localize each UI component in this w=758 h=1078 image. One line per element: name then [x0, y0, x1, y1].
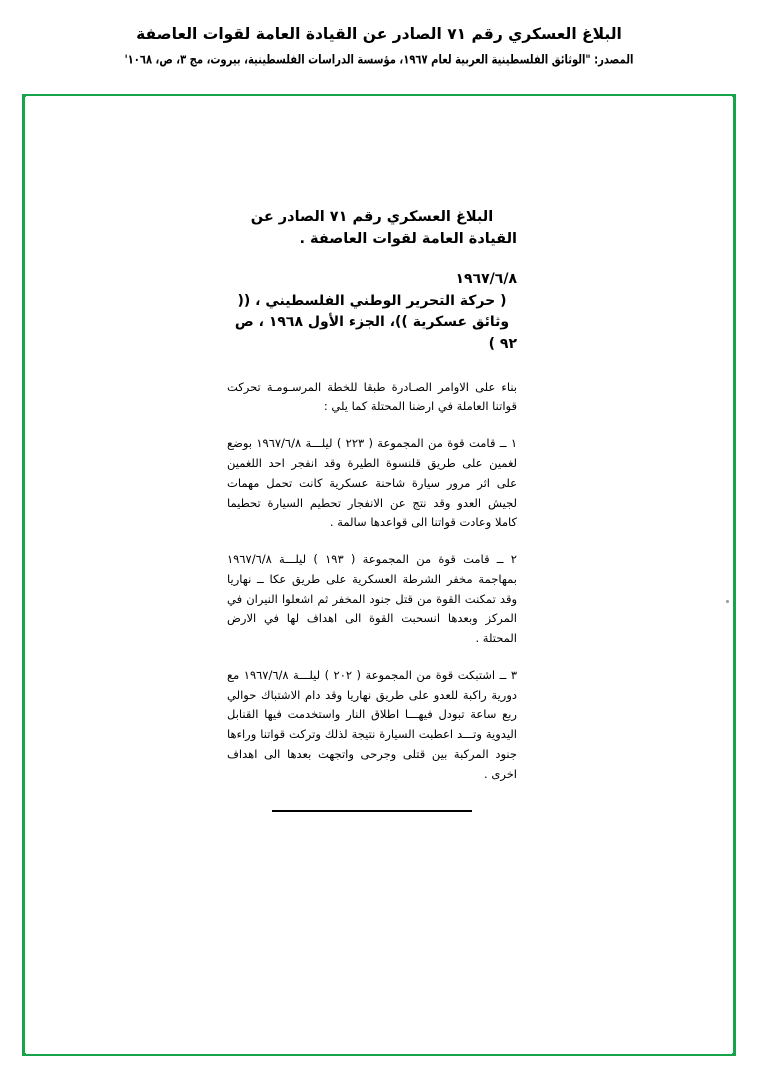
scanned-page-sheet [26, 96, 732, 1054]
document-date: ١٩٦٧/٦/٨ [455, 270, 517, 287]
document-heading: البلاغ العسكري رقم ٧١ الصادر عن القيادة العامة لقوات العاصفة . [250, 209, 517, 248]
document-attribution: ( حركة التحرير الوطني الفلسطيني ، (( وثائق عسكرية ))، الجزء الأول ١٩٦٨ ، ص ٩٢ ) [234, 292, 517, 352]
paragraph-intro: بناء على الاوامر الصـادرة طبقا للخطة المرسـومـة تحركت قواتنا العاملة في ارضنا المحتلة كما يلي : [227, 379, 517, 414]
horizontal-rule [272, 810, 472, 812]
document-header [0, 24, 758, 65]
header-title: البلاغ العسكري رقم ٧١ الصادر عن القيادة العامة لقوات العاصفة [136, 25, 622, 43]
header-source: المصدر: "الوثائق الفلسطينية العربية لعام ١٩٦٧، مؤسسة الدراسات الفلسطينية، بيروت، مج ٣، ص، ١٠٦٨' [124, 53, 634, 67]
paragraph-item-3: ٣ ــ اشتبكت قوة من المجموعة ( ٢٠٢ ) ليلـــة ١٩٦٧/٦/٨ مع دورية راكبة للعدو على طريق نهاريا وقد دام الاشتباك حوالي ربع ساعة تبودل فيهـــا اطلاق النار واستخدمت فيها القنابل اليدوية وتـــد اعطبت السيارة نتيجة لذلك وتركت قواتنا وراءها جنود المركبة بين قتلى وجرحى واتجهت بعدها الى اهداف اخرى . [227, 667, 517, 781]
scanned-text-column [227, 206, 517, 812]
paragraph-item-2: ٢ ــ قامت قوة من المجموعة ( ١٩٣ ) ليلـــة ١٩٦٧/٦/٨ بمهاجمة مخفر الشرطة العسكرية على طريق عكا ــ نهاريا وقد تمكنت القوة من قتل جنود المخفر ثم اشعلوا النيران في المركز وبعدها انسحبت القوة الى اهداف لها في الارض المحتلة . [227, 552, 517, 646]
document-subheading [227, 269, 517, 356]
scan-artifact-speck [726, 600, 729, 603]
paragraph-item-1: ١ ــ قامت قوة من المجموعة ( ٢٢٣ ) ليلـــة ١٩٦٧/٦/٨ بوضع لغمين على طريق قلنسوة الطيرة وقد انفجر احد اللغمين على اثر مرور سيارة شاحنة عسكرية كانت تحمل مهمات لجيش العدو وقد نتج عن الانفجار تحطيم السيارة تحطيما كاملا وعادت قواتنا الى قواعدها سالمة . [227, 436, 517, 530]
